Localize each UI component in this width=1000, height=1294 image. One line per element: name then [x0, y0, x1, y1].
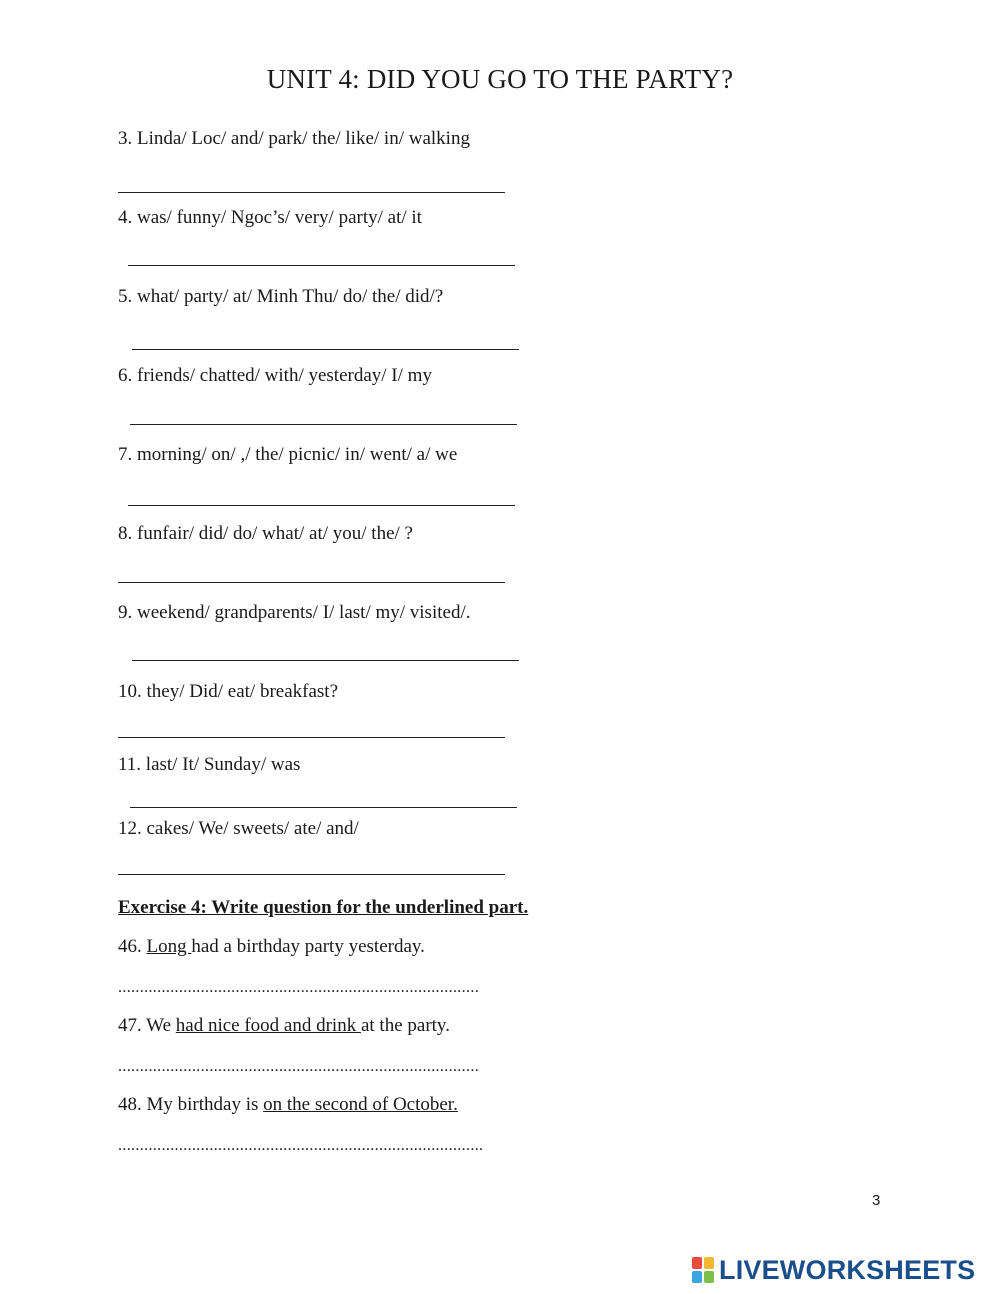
- logo-text: LIVEWORKSHEETS: [719, 1254, 976, 1285]
- answer-line-11[interactable]: [130, 807, 517, 808]
- answer-line-4[interactable]: [128, 265, 515, 266]
- answer-dots-48[interactable]: ....................................................................................: [118, 1137, 484, 1154]
- answer-dots-47[interactable]: ...................................................................................: [118, 1058, 480, 1075]
- answer-line-10[interactable]: [118, 737, 505, 738]
- question-47-prefix: 47. We: [118, 1015, 176, 1036]
- question-10: 10. they/ Did/ eat/ breakfast?: [118, 681, 339, 702]
- question-12: 12. cakes/ We/ sweets/ ate/ and/: [118, 818, 359, 839]
- question-48-underlined: on the second of October.: [263, 1094, 458, 1115]
- logo-square-green: [704, 1271, 714, 1283]
- question-5: 5. what/ party/ at/ Minh Thu/ do/ the/ did/?: [118, 286, 444, 307]
- logo-square-red: [692, 1257, 702, 1269]
- question-46-underlined: Long: [146, 936, 192, 957]
- question-48: [118, 1094, 458, 1116]
- answer-line-9[interactable]: [132, 660, 519, 661]
- liveworksheets-logo-icon: [692, 1257, 714, 1283]
- question-4: 4. was/ funny/ Ngoc’s/ very/ party/ at/ it: [118, 207, 422, 228]
- question-8: 8. funfair/ did/ do/ what/ at/ you/ the/ ?: [118, 523, 413, 544]
- question-46-prefix: 46.: [118, 936, 147, 957]
- answer-line-3[interactable]: [118, 192, 505, 193]
- question-46-suffix: had a birthday party yesterday.: [191, 936, 425, 957]
- question-47-underlined: had nice food and drink: [175, 1015, 361, 1036]
- answer-line-8[interactable]: [118, 582, 505, 583]
- question-46: [118, 936, 425, 958]
- logo-square-yellow: [704, 1257, 714, 1269]
- liveworksheets-logo[interactable]: [692, 1256, 975, 1284]
- page-number: 3: [872, 1192, 881, 1209]
- question-7: 7. morning/ on/ ,/ the/ picnic/ in/ went/ a/ we: [118, 444, 458, 465]
- answer-line-7[interactable]: [128, 505, 515, 506]
- question-47: [118, 1015, 450, 1037]
- answer-line-6[interactable]: [130, 424, 517, 425]
- question-11: 11. last/ It/ Sunday/ was: [118, 754, 301, 775]
- page-title: UNIT 4: DID YOU GO TO THE PARTY?: [266, 64, 734, 94]
- question-3: 3. Linda/ Loc/ and/ park/ the/ like/ in/ walking: [118, 128, 470, 149]
- exercise-4-heading: Exercise 4: Write question for the underlined part.: [118, 897, 529, 918]
- answer-line-12[interactable]: [118, 874, 505, 875]
- question-48-prefix: 48. My birthday is: [118, 1094, 264, 1115]
- question-47-suffix: at the party.: [360, 1015, 450, 1036]
- logo-square-blue: [692, 1271, 702, 1283]
- question-6: 6. friends/ chatted/ with/ yesterday/ I/ my: [118, 365, 432, 386]
- answer-line-5[interactable]: [132, 349, 519, 350]
- question-9: 9. weekend/ grandparents/ I/ last/ my/ visited/.: [118, 602, 471, 623]
- answer-dots-46[interactable]: ...................................................................................: [118, 979, 480, 996]
